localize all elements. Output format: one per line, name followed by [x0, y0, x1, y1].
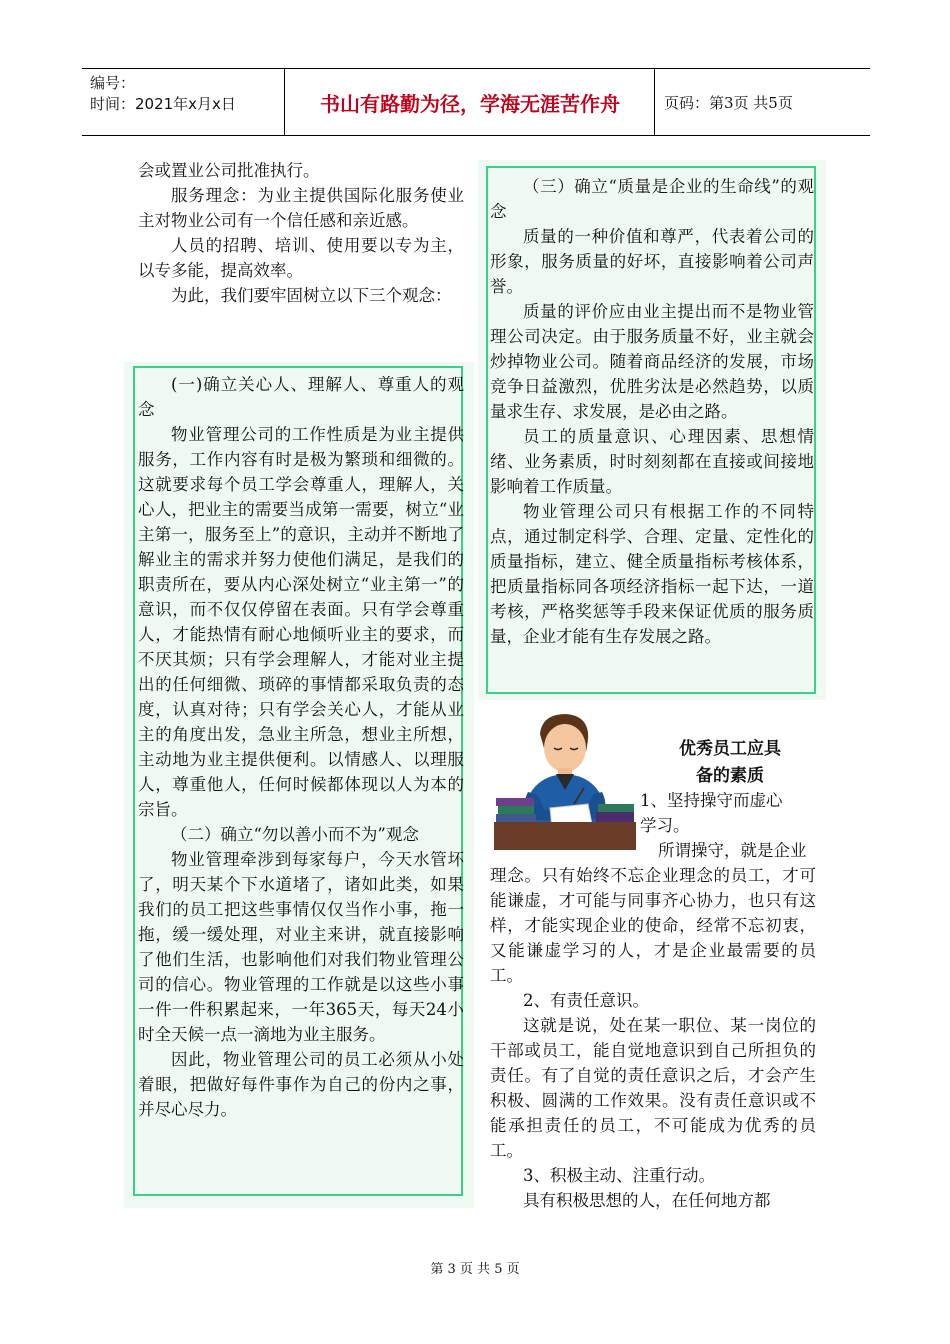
paragraph: 为此，我们要牢固树立以下三个观念： — [171, 286, 452, 305]
left-intro — [138, 158, 464, 308]
book-shape — [496, 798, 534, 806]
header-divider — [284, 69, 285, 135]
paragraph: 这就是说，处在某一职位、某一岗位的干部或员工，能自觉地意识到自己所担负的责任。有了自觉的责任意识之后，才会产生积极、圆满的工作效果。没有责任意识或不能承担责任的员工，不可能成为优秀的员工。 — [490, 1016, 816, 1160]
book-shape — [496, 814, 536, 822]
right-bottom-text — [490, 863, 816, 1213]
book-shape — [498, 806, 534, 814]
paragraph: 物业管理牵涉到每家每户，今天水管坏了，明天某个下水道堵了，诸如此类，如果我们的员工把这些事情仅仅当作小事，拖一拖，缓一缓处理，对业主来讲，就直接影响了他们生活，也影响他们对我们物业管理公司的信心。物业管理的工作就是以这些小事一件一件积累起来，一年365天，每天24小时全天候一点一滴地为业主服务。 — [138, 850, 464, 1044]
header-motto: 书山有路勤为径，学海无涯苦作舟 — [320, 91, 620, 116]
item1-wrapped-text: 所谓操守，就是企业 — [658, 841, 807, 860]
section-title — [644, 736, 816, 790]
section-heading: （三）确立“质量是企业的生命线”的观念 — [490, 177, 814, 221]
face-shape — [544, 724, 586, 772]
header-divider — [654, 69, 655, 135]
list-item-heading: 2、有责任意识。 — [523, 991, 649, 1010]
paragraph: 会或置业公司批准执行。 — [138, 161, 320, 180]
paragraph: 物业管理公司的工作性质是为业主提供服务，工作内容有时是极为繁琐和细微的。这就要求每个员工学会尊重人，理解人，关心人，把业主的需要当成第一需要，树立“业主第一，服务至上”的意识，主动并不断地了解业主的需求并努力使他们满足，是我们的职责所在，要从内心深处树立“业主第一”的意识，而不仅仅停留在表面。只有学会尊重人，才能热情有耐心地倾听业主的要求，而不厌其烦；只有学会理解人，才能对业主提出的任何细微、琐碎的事情都采取负责的态度，认真对待；只有学会关心人，才能从业主的角度出发，急业主所急，想业主所想，主动地为业主提供便利。以情感人、以理服人，尊重他人，任何时候都体现以人为本的宗旨。 — [138, 425, 464, 819]
paragraph: 人员的招聘、培训、使用要以专为主，以专多能，提高效率。 — [138, 236, 464, 280]
paragraph: 理念。只有始终不忘企业理念的员工，才可能谦虚，才可能与同事齐心协力，也只有这样，才能实现企业的使命，经常不忘初衷，又能谦虚学习的人，才是企业最需要的员工。 — [490, 866, 816, 985]
header-meta — [90, 73, 236, 115]
student-writing-illustration — [492, 712, 638, 852]
paragraph: 质量的一种价值和尊严，代表着公司的形象，服务质量的好坏，直接影响着公司声誉。 — [490, 227, 814, 296]
paragraph: 服务理念：为业主提供国际化服务使业主对物业公司有一个信任感和亲近感。 — [138, 186, 464, 230]
book-shape — [598, 804, 634, 812]
paragraph: 物业管理公司只有根据工作的不同特点，通过制定科学、合理、定量、定性化的质量指标，建立、健全质量指标考核体系，把质量指标同各项经济指标一起下达，一道考核，严格奖惩等手段来保证优质的服务质量，企业才能有生存发展之路。 — [490, 502, 814, 646]
header-table — [82, 68, 870, 136]
paragraph: 具有积极思想的人，在任何地方都 — [523, 1191, 771, 1210]
book-shape — [596, 812, 634, 822]
item1-wrapped-text — [640, 788, 816, 838]
document-number: 编号： — [90, 74, 136, 92]
list-item-heading: 3、积极主动、注重行动。 — [523, 1166, 715, 1185]
document-date: 时间：2021年x月x日 — [90, 95, 236, 113]
list-item-heading: 学习。 — [640, 816, 690, 835]
section-title-line: 优秀员工应具 — [679, 739, 781, 759]
paragraph: 因此，物业管理公司的员工必须从小处着眼，把做好每件事作为自己的份内之事，并尽心尽力。 — [138, 1050, 464, 1119]
list-item-heading: 1、坚持操守而虚心 — [640, 791, 783, 810]
concept-box-left-text — [138, 372, 464, 1122]
section-title-line: 备的素质 — [696, 766, 764, 786]
desk-shape — [494, 822, 636, 850]
page-footer: 第 3 页 共 5 页 — [430, 1262, 520, 1277]
section-heading: （二）确立“勿以善小而不为”观念 — [171, 825, 419, 844]
paragraph: 员工的质量意识、心理因素、思想情绪、业务素质，时时刻刻都在直接或间接地影响着工作质量。 — [490, 427, 814, 496]
header-page-number: 页码：第3页 共5页 — [664, 93, 793, 112]
section-heading: (一)确立关心人、理解人、尊重人的观念 — [138, 375, 464, 419]
paragraph: 质量的评价应由业主提出而不是物业管理公司决定。由于服务质量不好，业主就会炒掉物业公司。随着商品经济的发展，市场竞争日益激烈，优胜劣汰是必然趋势，以质量求生存、求发展，是必由之路。 — [490, 302, 814, 421]
concept-box-right-text — [490, 174, 814, 649]
